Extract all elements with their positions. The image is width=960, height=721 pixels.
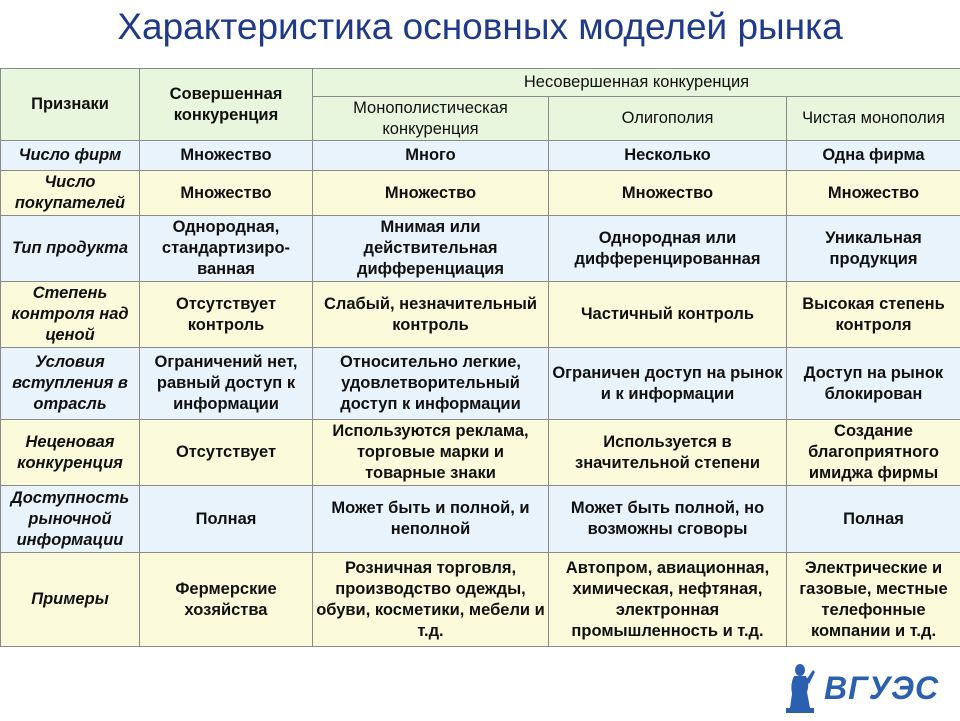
cell: Мнимая или действительная дифференциация xyxy=(313,216,549,282)
cell: Может быть и полной, и неполной xyxy=(313,486,549,553)
cell: Полная xyxy=(787,486,960,553)
header-perfect-competition: Совершенная конкуренция xyxy=(140,69,313,141)
row-label: Неценовая конкуренция xyxy=(1,420,140,486)
cell: Множество xyxy=(140,141,313,171)
cell: Множество xyxy=(787,171,960,216)
table-row xyxy=(1,348,960,420)
table-row xyxy=(1,486,960,553)
row-label: Тип продукта xyxy=(1,216,140,282)
cell: Слабый, незначительный контроль xyxy=(313,282,549,348)
header-monopolistic: Монополистическая конкуренция xyxy=(313,97,549,141)
header-features: Признаки xyxy=(1,69,140,141)
cell: Розничная торговля, производство одежды, обуви, косметики, мебели и т.д. xyxy=(313,553,549,647)
table-row xyxy=(1,553,960,647)
logo-text: ВГУЭС xyxy=(824,670,939,707)
cell: Частичный контроль xyxy=(549,282,787,348)
cell: Множество xyxy=(549,171,787,216)
cell: Отсутствует контроль xyxy=(140,282,313,348)
cell: Ограничен доступ на рынок и к информации xyxy=(549,348,787,420)
cell: Фермерские хозяйства xyxy=(140,553,313,647)
header-imperfect-competition: Несовершенная конкуренция xyxy=(313,69,960,97)
table-row xyxy=(1,282,960,348)
cell: Создание благоприятного имиджа фирмы xyxy=(787,420,960,486)
row-label: Доступность рыночной информации xyxy=(1,486,140,553)
cell: Высокая степень контроля xyxy=(787,282,960,348)
cell: Может быть полной, но возможны сговоры xyxy=(549,486,787,553)
table-row xyxy=(1,420,960,486)
table-row xyxy=(1,171,960,216)
cell: Уникальная продукция xyxy=(787,216,960,282)
page-title: Характеристика основных моделей рынка xyxy=(0,6,960,48)
cell: Доступ на рынок блокирован xyxy=(787,348,960,420)
university-logo xyxy=(780,662,940,716)
cell: Однородная или дифференцированная xyxy=(549,216,787,282)
row-label: Условия вступления в отрасль xyxy=(1,348,140,420)
cell: Используется в значительной степени xyxy=(549,420,787,486)
cell: Отсутствует xyxy=(140,420,313,486)
cell: Много xyxy=(313,141,549,171)
cell: Множество xyxy=(140,171,313,216)
cell: Множество xyxy=(313,171,549,216)
cell: Однородная, стандартизиро-ванная xyxy=(140,216,313,282)
cell: Одна фирма xyxy=(787,141,960,171)
cell: Несколько xyxy=(549,141,787,171)
row-label: Степень контроля над ценой xyxy=(1,282,140,348)
header-pure-monopoly: Чистая монополия xyxy=(787,97,960,141)
cell: Ограничений нет, равный доступ к информации xyxy=(140,348,313,420)
cell: Используются реклама, торговые марки и товарные знаки xyxy=(313,420,549,486)
cell: Автопром, авиационная, химическая, нефтяная, электронная промышленность и т.д. xyxy=(549,553,787,647)
row-label: Число покупателей xyxy=(1,171,140,216)
cell: Полная xyxy=(140,486,313,553)
cell: Электрические и газовые, местные телефонные компании и т.д. xyxy=(787,553,960,647)
header-oligopoly: Олигополия xyxy=(549,97,787,141)
cell: Относительно легкие, удовлетворительный доступ к информации xyxy=(313,348,549,420)
row-label: Примеры xyxy=(1,553,140,647)
table-row xyxy=(1,216,960,282)
table-row xyxy=(1,141,960,171)
market-models-table xyxy=(0,68,960,647)
row-label: Число фирм xyxy=(1,141,140,171)
